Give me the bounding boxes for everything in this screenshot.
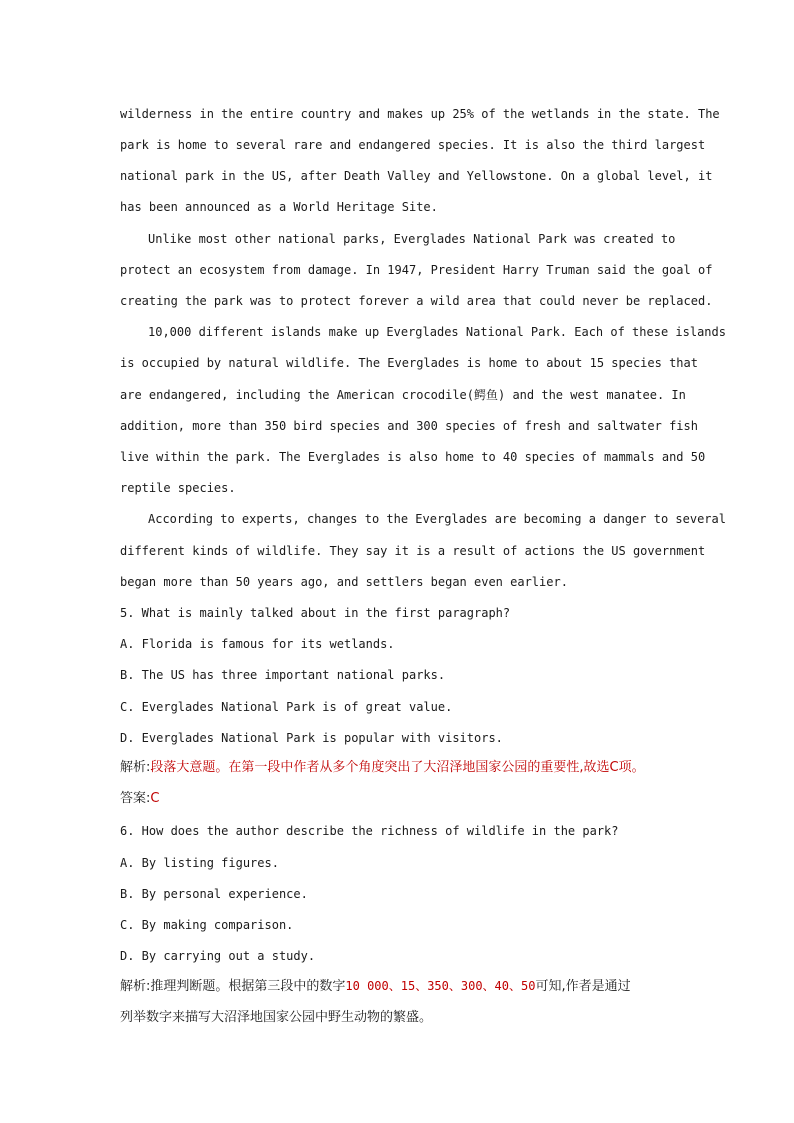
analysis-text: 推理判断题。根据第三段中的数字 bbox=[150, 979, 346, 994]
passage-line: park is home to several rare and endangered species. It is also the third largest bbox=[120, 138, 706, 152]
q5-analysis bbox=[120, 760, 674, 776]
option-b: B. By personal experience. bbox=[120, 887, 308, 901]
q6-analysis bbox=[120, 978, 674, 995]
passage-line: addition, more than 350 bird species and 300 species of fresh and saltwater fish bbox=[120, 419, 698, 433]
passage-line: protect an ecosystem from damage. In 1947, President Harry Truman said the goal of bbox=[120, 263, 713, 277]
passage-line: wilderness in the entire country and makes up 25% of the wetlands in the state. The bbox=[120, 107, 720, 121]
analysis-text-cont: 可知,作者是通过 bbox=[535, 979, 631, 994]
option-c: C. Everglades National Park is of great value. bbox=[120, 700, 453, 714]
analysis-text: 段落大意题。在第一段中作者从多个角度突出了大沼泽地国家公园的重要性,故选C项。 bbox=[150, 760, 645, 775]
passage-line: According to experts, changes to the Everglades are becoming a danger to several bbox=[148, 512, 726, 526]
analysis-text-line2: 列举数字来描写大沼泽地国家公园中野生动物的繁盛。 bbox=[120, 1010, 433, 1025]
passage-line: are endangered, including the American crocodile(鳄鱼) and the west manatee. In bbox=[120, 388, 686, 402]
q6-analysis-line2 bbox=[120, 1010, 674, 1026]
option-d: D. By carrying out a study. bbox=[120, 949, 316, 963]
passage-line: Unlike most other national parks, Everglades National Park was created to bbox=[148, 232, 676, 246]
analysis-label: 解析: bbox=[120, 979, 151, 994]
question-6: 6. How does the author describe the richness of wildlife in the park? bbox=[120, 824, 619, 838]
analysis-numbers: 10 000、15、350、300、40、50 bbox=[345, 979, 536, 993]
passage-line: began more than 50 years ago, and settlers began even earlier. bbox=[120, 575, 568, 589]
option-a: A. Florida is famous for its wetlands. bbox=[120, 637, 395, 651]
passage-line: national park in the US, after Death Valley and Yellowstone. On a global level, it bbox=[120, 169, 713, 183]
option-c: C. By making comparison. bbox=[120, 918, 294, 932]
passage-line: different kinds of wildlife. They say it is a result of actions the US government bbox=[120, 544, 706, 558]
answer-label: 答案: bbox=[120, 791, 151, 806]
passage-line: is occupied by natural wildlife. The Everglades is home to about 15 species that bbox=[120, 356, 698, 370]
passage-line: live within the park. The Everglades is also home to 40 species of mammals and 50 bbox=[120, 450, 706, 464]
option-d: D. Everglades National Park is popular with visitors. bbox=[120, 731, 503, 745]
option-b: B. The US has three important national parks. bbox=[120, 668, 446, 682]
passage-line: has been announced as a World Heritage Site. bbox=[120, 200, 438, 214]
question-5: 5. What is mainly talked about in the first paragraph? bbox=[120, 606, 511, 620]
answer-value: C bbox=[150, 791, 160, 806]
q5-answer bbox=[120, 791, 674, 807]
option-a: A. By listing figures. bbox=[120, 856, 279, 870]
passage-line: creating the park was to protect forever a wild area that could never be replaced. bbox=[120, 294, 713, 308]
passage-line: 10,000 different islands make up Everglades National Park. Each of these islands bbox=[148, 325, 726, 339]
analysis-label: 解析: bbox=[120, 760, 151, 775]
passage-line: reptile species. bbox=[120, 481, 236, 495]
